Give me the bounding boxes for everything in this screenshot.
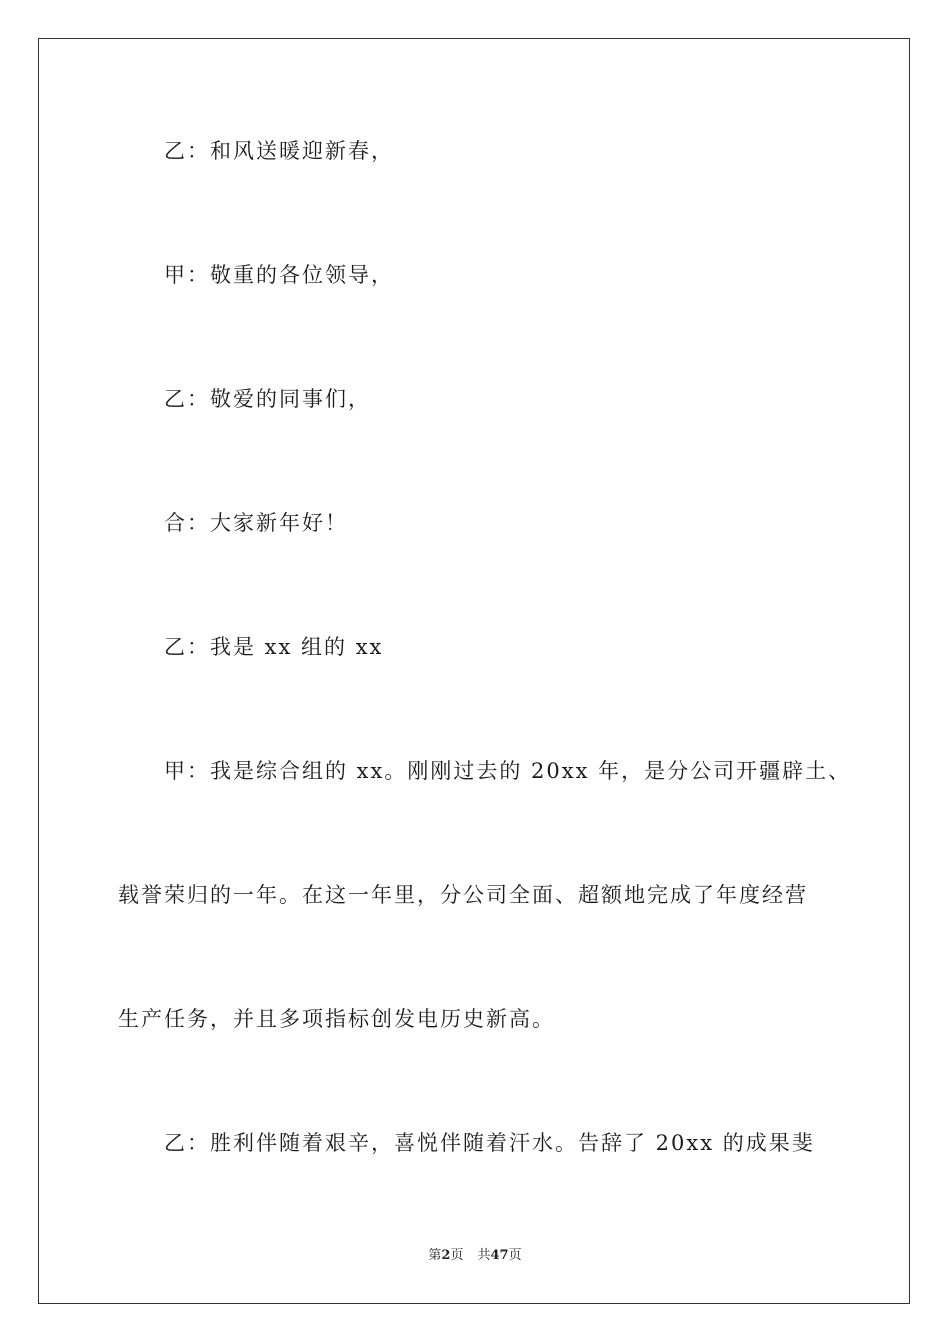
page-border — [38, 38, 910, 1304]
dialogue-line-7: 载誉荣归的一年。在这一年里，分公司全面、超额地完成了年度经营 — [118, 883, 808, 907]
dialogue-line-3: 乙：敬爱的同事们， — [164, 387, 371, 411]
dialogue-line-2: 甲：敬重的各位领导， — [164, 263, 394, 287]
dialogue-line-5: 乙：我是 xx 组的 xx — [164, 635, 384, 659]
dialogue-line-8: 生产任务，并且多项指标创发电历史新高。 — [118, 1007, 555, 1031]
dialogue-line-9: 乙：胜利伴随着艰辛，喜悦伴随着汗水。告辞了 20xx 的成果斐 — [164, 1131, 815, 1155]
page-prefix: 第 — [428, 1248, 442, 1263]
total-prefix: 共 — [477, 1248, 491, 1263]
page-suffix: 页 — [450, 1248, 464, 1263]
dialogue-line-4: 合：大家新年好！ — [164, 511, 348, 535]
total-pages: 47 — [490, 1248, 509, 1263]
dialogue-line-1: 乙：和风送暖迎新春， — [164, 139, 394, 163]
page-number: 2 — [441, 1248, 451, 1263]
dialogue-line-6: 甲：我是综合组的 xx。刚刚过去的 20xx 年，是分公司开疆辟土、 — [164, 759, 852, 783]
total-suffix: 页 — [508, 1248, 522, 1263]
page-footer — [0, 1248, 950, 1264]
